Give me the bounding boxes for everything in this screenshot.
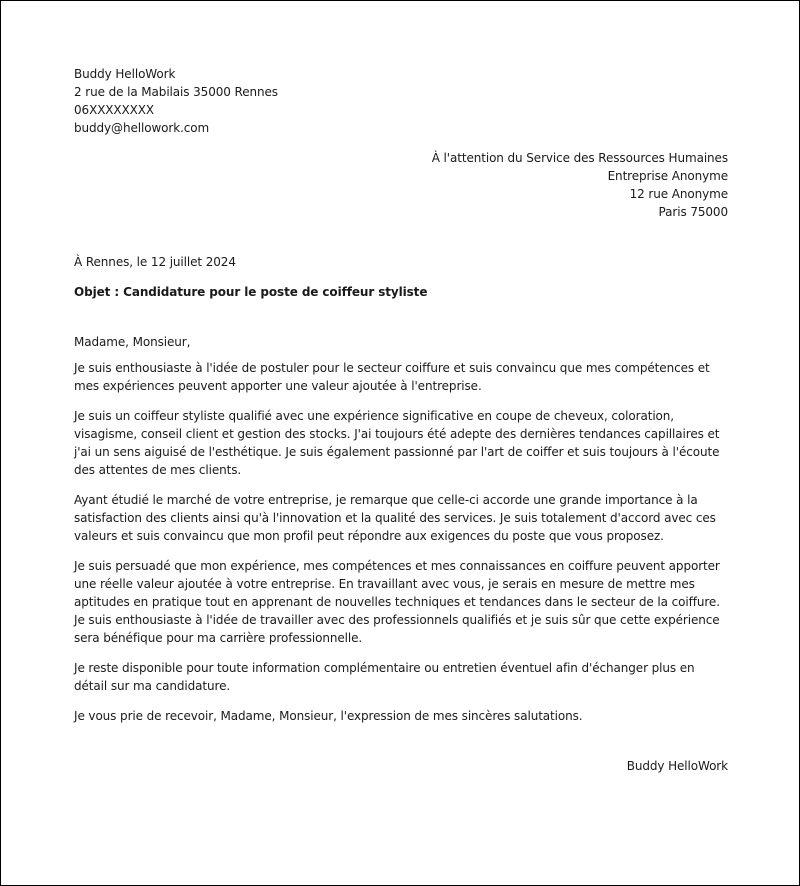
closing-paragraph: Je vous prie de recevoir, Madame, Monsieur, l'expression de mes sincères salutations. xyxy=(74,709,583,723)
sender-email: buddy@hellowork.com xyxy=(74,121,210,135)
body-paragraph: Je suis un coiffeur styliste qualifié avec une expérience significative en coupe de cheveux, coloration, visagisme, conseil client et gestion des stocks. J'ai toujours été adepte des dernières tendances capillaires et j'ai un sens aiguisé de l'esthétique. Je suis également passionné par l'art de coiffer et suis toujours à l'écoute des attentes de mes clients. xyxy=(74,409,720,477)
sender-address: 2 rue de la Mabilais 35000 Rennes xyxy=(74,85,278,99)
sender-phone: 06XXXXXXXX xyxy=(74,103,155,117)
letter-content xyxy=(74,65,728,775)
recipient-street: 12 rue Anonyme xyxy=(629,187,728,201)
sender-block xyxy=(74,65,728,137)
sender-name: Buddy HelloWork xyxy=(74,67,176,81)
body-paragraph: Ayant étudié le marché de votre entreprise, je remarque que celle-ci accorde une grande importance à la satisfaction des clients ainsi qu'à l'innovation et la qualité des services. Je suis totalement d'accord avec ces valeurs et suis convaincu que mon profil peut répondre aux exigences du poste que vous proposez. xyxy=(74,493,716,543)
body-paragraph: Je suis enthousiaste à l'idée de postuler pour le secteur coiffure et suis convaincu que mes compétences et mes expériences peuvent apporter une valeur ajoutée à l'entreprise. xyxy=(74,361,710,393)
body-paragraph: Je suis persuadé que mon expérience, mes compétences et mes connaissances en coiffure peuvent apporter une réelle valeur ajoutée à votre entreprise. En travaillant avec vous, je serais en mesure de mettre mes aptitudes en pratique tout en apprenant de nouvelles techniques et tendances dans le secteur de la coiffure. Je suis enthousiaste à l'idée de travailler avec des professionnels qualifiés et je suis sûr que cette expérience sera bénéfique pour ma carrière professionnelle. xyxy=(74,559,720,645)
recipient-attention: À l'attention du Service des Ressources Humaines xyxy=(431,151,728,165)
recipient-company: Entreprise Anonyme xyxy=(607,169,728,183)
body-paragraph: Je reste disponible pour toute information complémentaire ou entretien éventuel afin d'échanger plus en détail sur ma candidature. xyxy=(74,661,695,693)
letter-body xyxy=(74,359,728,725)
signature: Buddy HelloWork xyxy=(626,759,728,773)
recipient-block xyxy=(74,149,728,221)
subject-line: Objet : Candidature pour le poste de coiffeur styliste xyxy=(74,285,428,299)
recipient-city: Paris 75000 xyxy=(658,205,728,219)
salutation: Madame, Monsieur, xyxy=(74,335,191,349)
date-line: À Rennes, le 12 juillet 2024 xyxy=(74,255,236,269)
